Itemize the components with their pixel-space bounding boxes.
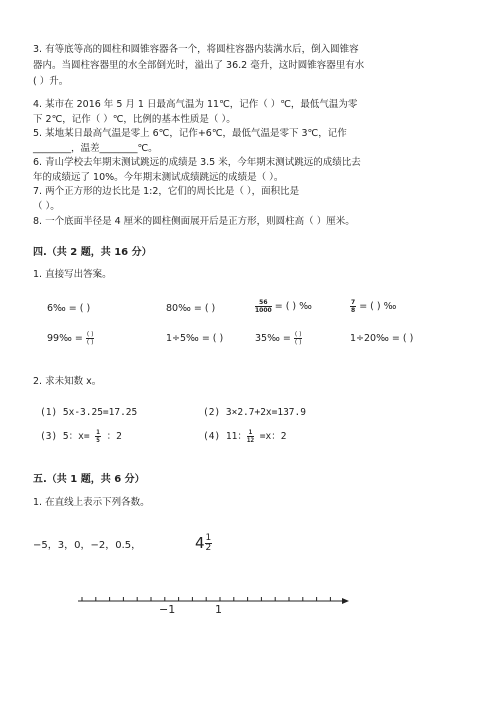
calc-r2c3: 35‰ = $\frac{( )}{( )}$ — [255, 331, 302, 346]
label-plus-1: 1 — [215, 603, 222, 616]
q7-line-1: 7. 两个正方形的边长比是 1:2，它们的周长比是（ ），面积比是 — [33, 186, 300, 197]
q6-line-1: 6. 青山学校去年期末测试跳远的成绩是 3.5 米，今年期末测试跳远的成绩比去 — [33, 157, 361, 168]
calc-r1c4: $\frac{7}{8}$ = ( ) ‰ — [351, 299, 397, 314]
q5-line-2: ________，温差________℃。 — [33, 143, 158, 154]
equation-2: (2) 3×2.7+2x=137.9 — [203, 407, 306, 418]
calc-r2c2: 1÷5‰ = ( ) — [166, 333, 224, 344]
equation-4: (4) 11： $\frac{1}{12}$ =x：2 — [203, 429, 287, 444]
q4-line-1: 4. 某市在 2016 年 5 月 1 日最高气温为 11℃，记作（ ）℃，最低气温为零 — [33, 99, 358, 110]
fraction-56-1000: $\frac{56}{1000}$ — [255, 299, 272, 314]
fraction-1-12: $\frac{1}{12}$ — [246, 429, 255, 444]
blank-fraction: $\frac{( )}{( )}$ — [86, 331, 94, 346]
q3-line-2: 器内。当圆柱容器里的水全部倒光时，溢出了 36.2 毫升，这时圆锥容器里有水 — [33, 60, 365, 71]
calc-r1c2: 80‰ = ( ) — [166, 303, 216, 314]
q5-line-1: 5. 某地某日最高气温是零上 6℃，记作+6℃，最低气温是零下 3℃，记作 — [33, 128, 347, 139]
numbers-list: −5，3，0，−2，0.5， — [33, 540, 142, 551]
calc-r2c1: 99‰ = $\frac{( )}{( )}$ — [47, 331, 94, 346]
section-5-heading: 五.（共 1 题，共 6 分） — [33, 474, 145, 485]
section-4-q2: 2. 求未知数 x。 — [33, 376, 102, 387]
fraction-1-5: $\frac{1}{5}$ — [96, 429, 100, 444]
mixed-number: 4 $\frac{1}{2}$ — [195, 533, 212, 553]
equation-3: (3) 5：x= $\frac{1}{5}$ ：2 — [40, 429, 122, 444]
calc-r1c1: 6‰ = ( ) — [47, 303, 91, 314]
section-5-q1: 1. 在直线上表示下列各数。 — [33, 497, 150, 508]
fraction-1-2: $\frac{1}{2}$ — [205, 533, 212, 553]
arrow-head-icon — [342, 598, 349, 604]
q6-line-2: 年的成绩远了 10%。今年期末测试成绩跳远的成绩是（ ）。 — [33, 172, 284, 183]
blank-fraction: $\frac{( )}{( )}$ — [294, 331, 302, 346]
fraction-7-8: $\frac{7}{8}$ — [351, 299, 356, 314]
equation-1: (1) 5x-3.25=17.25 — [40, 407, 138, 418]
q8-line: 8. 一个底面半径是 4 厘米的圆柱侧面展开后是正方形，则圆柱高（ ）厘米。 — [33, 216, 355, 227]
label-minus-1: −1 — [159, 603, 176, 616]
q3-line-3: ( ）升。 — [33, 76, 69, 87]
q3-line-1: 3. 有等底等高的圆柱和圆锥容器各一个，将圆柱容器内装满水后，倒入圆锥容 — [33, 44, 359, 55]
calc-r1c3: $\frac{56}{1000}$ = ( ) ‰ — [255, 299, 312, 314]
q7-line-2: （ ）。 — [33, 201, 60, 212]
calc-r2c4: 1÷20‰ = ( ) — [350, 333, 414, 344]
section-4-heading: 四.（共 2 题，共 16 分） — [33, 247, 152, 258]
q4-line-2: 下 2℃，记作（ ）℃，比例的基本性质是（ ）。 — [33, 114, 236, 125]
section-4-q1: 1. 直接写出答案。 — [33, 269, 112, 280]
